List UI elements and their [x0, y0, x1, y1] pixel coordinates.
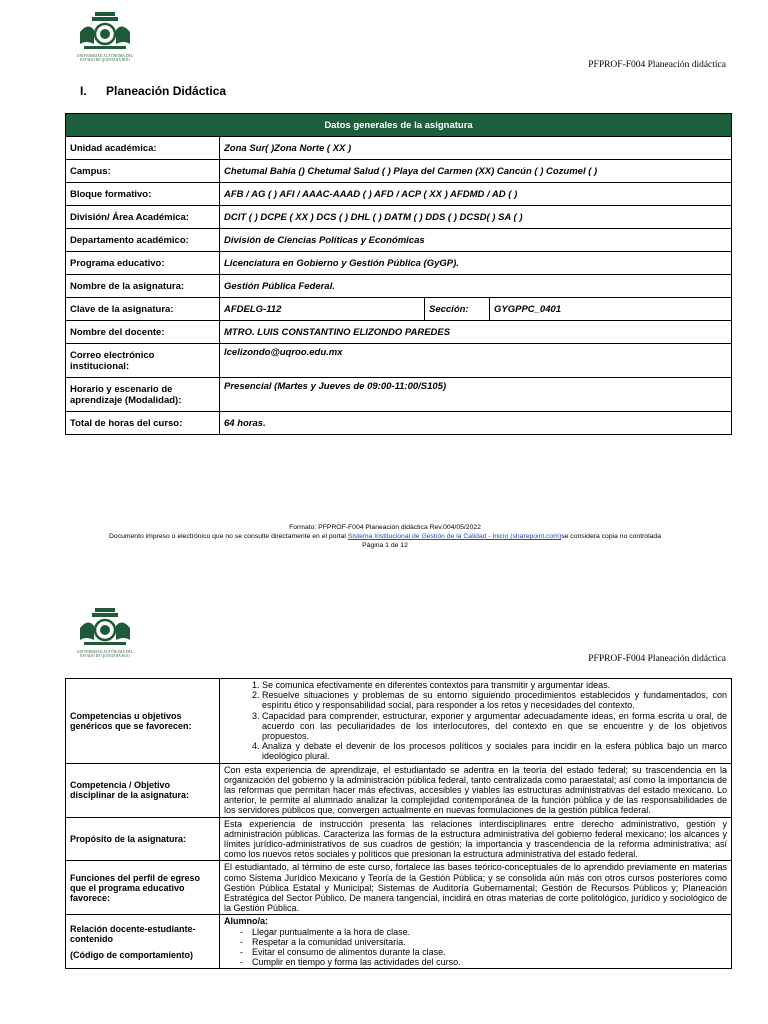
row-label: Nombre del docente:: [66, 321, 220, 344]
section-title-text: Planeación Didáctica: [106, 84, 227, 98]
relacion-label-cell: [66, 915, 220, 969]
proposito-text: Esta experiencia de instrucción presenta las relaciones interdisciplinares entre derecho administrativo, gestión y administración públicas. Caracteriza las formas de la estructura administrativa del gobierno federal mexicano; los alcances y límites jurídico-administrativos de sus cuadros de gestión; la importancia y trascendencia de la reforma administrativa; así como los nuevos retos sociales y políticos que presionan la estructura administrativa del estado federal.: [220, 817, 732, 861]
footer-format: Formato: PFPROF-F004 Planeación didáctica Rev.004/05/2022: [289, 524, 481, 531]
list-item: - Llegar puntualmente a la hora de clase.: [254, 927, 727, 937]
funciones-text: El estudiantado, al término de este curso, fortalece las bases teórico-conceptuales de lo aprendido previamente en materias como Sistema Jurídico Mexicano y Teoría de la Gestión Pública; y se consolida aún más con otros cursos posteriores como Gestión Pública Estatal y Municipal; Sistemas de Auditoría Gubernamental; Gestión de Recursos Públicos y; Planeación Estratégica del Sector Público. De manera tangencial, incidirá en otras materias de corte politológico, jurídico y sociológico de la Gestión Pública.: [220, 861, 732, 915]
general-data-table: [65, 113, 732, 435]
planning-detail-table: [65, 678, 732, 969]
row-label: Unidad académica:: [66, 137, 220, 160]
list-item: 3. Capacidad para comprender, estructurar, exponer y argumentar adecuadamente ideas, en forma escrita u oral, de acuerdo con las peculiaridades de los interlocutores, del contexto en que se encuentre y de los objetivos propuestos.: [262, 711, 727, 742]
page-gap: [0, 575, 768, 588]
alumno-heading: Alumno/a:: [224, 916, 268, 927]
relacion-content: [220, 915, 732, 969]
university-crest-icon: [70, 10, 140, 54]
disciplinar-text: Con esta experiencia de aprendizaje, el estudiantado se adentra en la teoría del estado federal; su trascendencia en la organización del gobierno y la administración pública federal, tanto centralizada como paraestatal; así como la importancia de las reformas que permitan hacer más efectivas, accesibles y viables las estructuras administrativas del estado mexicano. Lo anterior, le permite al alumnado analizar la complejidad contemporánea de la función pública y de las responsabilidades de los servidores públicos que, convergen actualmente en nuevas formulaciones de la gestión pública federal.: [220, 763, 732, 817]
document-code: PFPROF-F004 Planeación didáctica: [588, 654, 726, 664]
row-label: Campus:: [66, 160, 220, 183]
seccion-value: GYGPPC_0401: [490, 298, 732, 321]
logo-caption-line1: UNIVERSIDAD AUTÓNOMA DEL: [76, 650, 134, 654]
logo-caption: [70, 54, 140, 62]
list-item: 4. Analiza y debate el devenir de los procesos políticos y sociales para incidir en la esfera pública bajo un marco ideológico plural.: [262, 741, 727, 761]
relacion-sublabel: (Código de comportamiento): [70, 950, 193, 961]
list-item: 1. Se comunica efectivamente en diferentes contextos para transmitir y argumentar ideas.: [262, 680, 727, 690]
seccion-label: Sección:: [425, 298, 490, 321]
docente-value: MTRO. LUIS CONSTANTINO ELIZONDO PAREDES: [220, 321, 732, 344]
row-value: Chetumal Bahía () Chetumal Salud ( ) Playa del Carmen (XX) Cancún ( ) Cozumel ( ): [220, 160, 732, 183]
footer-notice-pre: Documento impreso o electrónico que no se consulte directamente en el portal: [109, 533, 348, 540]
logo-caption-line2: ESTADO DE QUINTANA ROO: [80, 654, 130, 659]
university-logo: [70, 606, 140, 662]
horario-value: Presencial (Martes y Jueves de 09:00-11:00/S105): [220, 378, 732, 412]
sharepoint-link[interactable]: Sistema Institucional de Gestión de la Calidad - Inicio (sharepoint.com): [347, 533, 562, 540]
section-number: I.: [80, 84, 87, 98]
alumno-rules-list: [224, 927, 727, 968]
general-table-header: Datos generales de la asignatura: [66, 114, 732, 137]
row-label: Total de horas del curso:: [66, 412, 220, 435]
row-label: Bloque formativo:: [66, 183, 220, 206]
email-value: lcelizondo@uqroo.edu.mx: [220, 344, 732, 378]
proposito-label: Propósito de la asignatura:: [66, 817, 220, 861]
row-value: Gestión Pública Federal.: [220, 275, 732, 298]
row-value: Licenciatura en Gobierno y Gestión Pública (GyGP).: [220, 252, 732, 275]
logo-caption: [70, 650, 140, 658]
row-value: Zona Sur( )Zona Norte ( XX ): [220, 137, 732, 160]
row-label: Departamento académico:: [66, 229, 220, 252]
competencias-content: [220, 679, 732, 764]
list-item: - Evitar el consumo de alimentos durante la clase.: [254, 947, 727, 957]
relacion-label: Relación docente-estudiante-contenido: [70, 923, 196, 944]
document-code: PFPROF-F004 Planeación didáctica: [588, 60, 726, 70]
footer-notice-post: se considera copia no controlada: [561, 533, 661, 540]
clave-label: Clave de la asignatura:: [66, 298, 220, 321]
university-crest-icon: [70, 606, 140, 650]
row-label: División/ Área Académica:: [66, 206, 220, 229]
row-label: Horario y escenario de aprendizaje (Modalidad):: [66, 378, 220, 412]
university-logo: [70, 10, 140, 66]
funciones-label: Funciones del perfil de egreso que el programa educativo favorece:: [66, 861, 220, 915]
logo-caption-line1: UNIVERSIDAD AUTÓNOMA DEL: [76, 54, 134, 58]
footer-notice: [60, 532, 710, 541]
row-label: Nombre de la asignatura:: [66, 275, 220, 298]
clave-value: AFDELG-112: [220, 298, 425, 321]
row-value: DCIT ( ) DCPE ( XX ) DCS ( ) DHL ( ) DATM ( ) DDS ( ) DCSD( ) SA ( ): [220, 206, 732, 229]
list-item: - Cumplir en tiempo y forma las actividades del curso.: [254, 957, 727, 967]
competencias-list: [224, 680, 727, 762]
row-label: Correo electrónico institucional:: [66, 344, 220, 378]
list-item: - Respetar a la comunidad universitaria.: [254, 937, 727, 947]
competencias-label: Competencias u objetivos genéricos que se favorecen:: [66, 679, 220, 764]
row-value: División de Ciencias Políticas y Económicas: [220, 229, 732, 252]
list-item: 2. Resuelve situaciones y problemas de su entorno siguiendo procedimientos establecidos y fundamentados, con espíritu ético y responsabilidad social, para responder a los retos y necesidades del contexto.: [262, 690, 727, 710]
page-footer: [60, 523, 710, 550]
row-value: AFB / AG ( ) AFI / AAAC-AAAD ( ) AFD / ACP ( XX ) AFDMD / AD ( ): [220, 183, 732, 206]
section-title: [80, 84, 226, 98]
disciplinar-label: Competencia / Objetivo disciplinar de la asignatura:: [66, 763, 220, 817]
logo-caption-line2: ESTADO DE QUINTANA ROO: [80, 58, 130, 63]
total-hours-value: 64 horas.: [220, 412, 732, 435]
row-label: Programa educativo:: [66, 252, 220, 275]
page-number: Página 1 de 12: [362, 542, 408, 549]
